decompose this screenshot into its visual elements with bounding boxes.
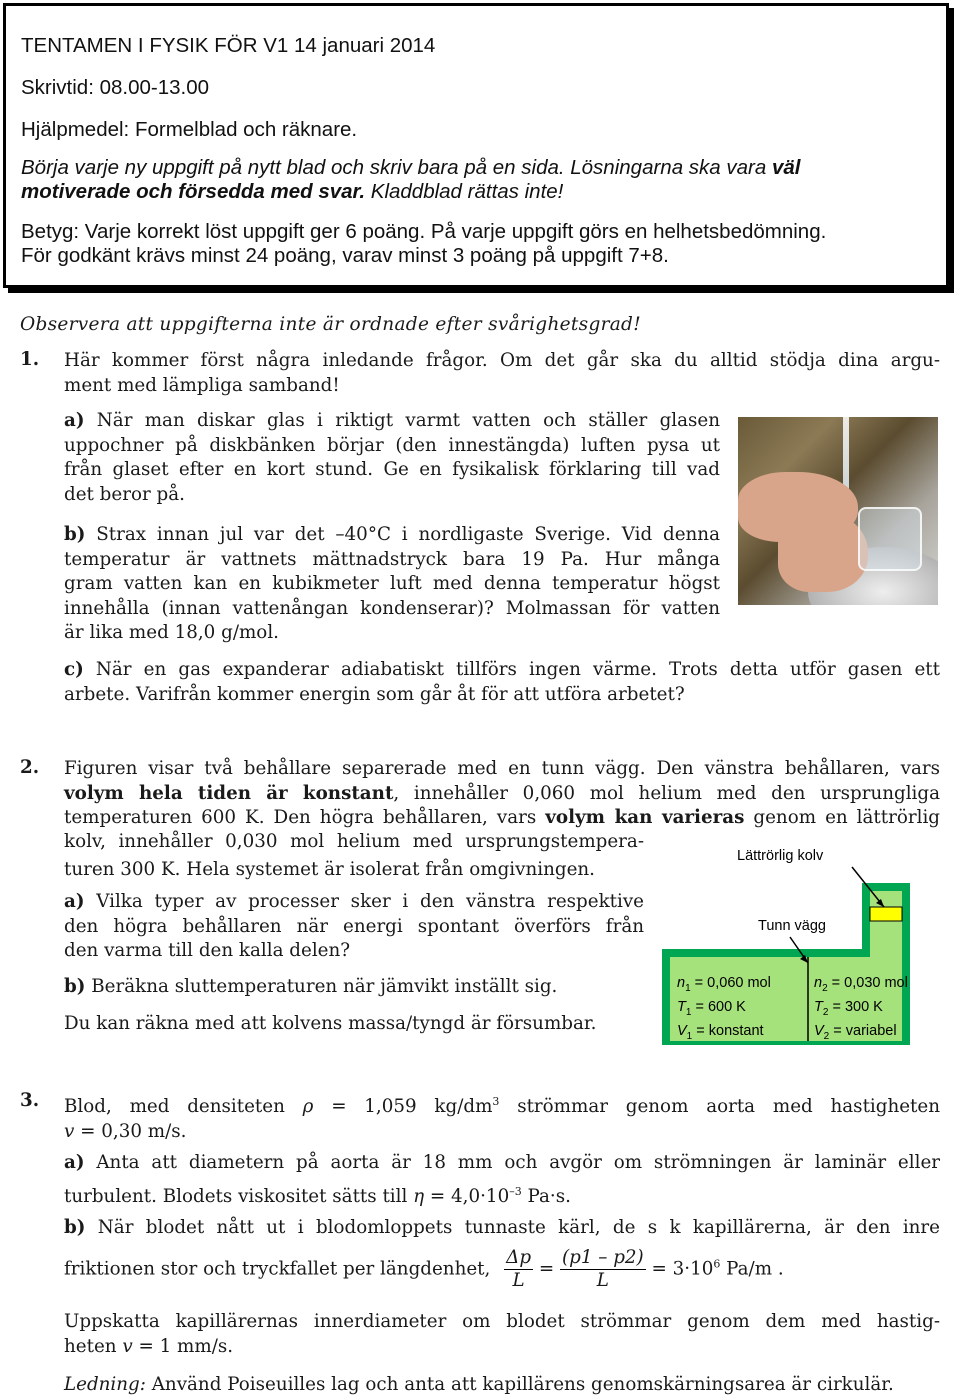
problem3-intro: Blod, med densiteten ρ = 1,059 $kg/dm^3$ strömmar genom aorta med hastigheten v = 0,30 m/s. [64,1095,940,1142]
problem3-number: 3. [20,1090,40,1111]
problem2-number: 2. [20,757,40,778]
hand-right [778,512,868,592]
exam-header-box [3,3,949,288]
problem1-part-a: a) När man diskar glas i riktigt varmt vatten och ställer glasen uppochner på diskbänken börjar (den innestängda) luften pysa ut från glaset efter en kort stund. Ge en fysikalisk förklaring till vad det beror på. [64,410,721,505]
piston-label: Lättrörlig kolv [737,848,824,864]
pressure-diff-fraction: $\frac{(p1 - p2)}{L}$ [562,1247,644,1291]
grading-line2: För godkänt krävs minst 24 poäng, varav minst 3 poäng på uppgift 7+8. [21,244,669,267]
container-diagram [640,845,940,1050]
difficulty-note: Observera att uppgifterna inte är ordnade efter svårighetsgrad! [20,314,641,335]
problem3-part-a: a) Anta att diametern på aorta är 18 mm och avgör om strömningen är laminär eller turbulent. Blodets viskositet sätts till $\eta = 4,0\cdot 10^{-3}$ Pa·s. [64,1152,941,1207]
problem1-number: 1. [20,349,40,370]
problem3-part-b: b) När blodet nått ut i blodomloppets tunnaste kärl, de s k kapillärerna, är den inre [64,1217,940,1238]
problem3-estimate: Uppskatta kapillärernas innerdiameter om blodet strömmar genom dem med hastig- heten v = 1 mm/s. [64,1311,940,1357]
dishwashing-photo [738,417,938,605]
problem3-pressure-gradient: friktionen stor och tryckfallet per längdenhet, $\frac{\Delta p}{L}$ = $\frac{(p1 - p2)}{L}$ = $3\cdot 10^6$ Pa/m . [64,1247,784,1291]
writing-time: Skrivtid: 08.00-13.00 [21,76,210,99]
piston [870,907,902,921]
exam-title: TENTAMEN I FYSIK FÖR V1 14 januari 2014 [21,34,436,57]
problem1-part-c: c) När en gas expanderar adiabatiskt tillförs ingen värme. Trots detta utför gasen ett arbete. Varifrån kommer energin som går åt för att utföra arbetet? [64,659,941,705]
problem2-part-b: b) Beräkna sluttemperaturen när jämvikt inställt sig. [64,976,558,997]
problem2-intro: Figuren visar två behållare separerade med en tunn vägg. Den vänstra behållaren, vars volym hela tiden är konstant, innehåller 0,060 mol helium med den ursprungliga temperaturen 600 K. Den högra behållaren, vars volym kan varieras genom en lättrörlig [64,758,941,828]
right-container-values: $n_2 = 0,030$ mol $T_2 = 300$ K $V_2$ = variabel [814,975,908,1042]
problem2-mass-note: Du kan räkna med att kolvens massa/tyngd är försumbar. [64,1013,597,1034]
problem1-part-b: b) Strax innan jul var det –40°C i nordligaste Sverige. Vid denna temperatur är vattnets mättnadstryck bara 19 Pa. Hur många gram vatten kan en kubikmeter luft med denna temperatur högst innehålla (innan vattenångan kondenserar)? Molmassan för vatten är lika med 18,0 g/mol. [64,524,720,643]
wall-label: Tunn vägg [758,918,826,934]
problem2-intro-cont: kolv, innehåller 0,030 mol helium med ursprungstempera- turen 300 K. Hela systemet är isolerat från omgivningen. [64,831,644,880]
problem3-hint: Ledning: Använd Poiseuilles lag och anta att kapillärens genomskärningsarea är cirkulär. [64,1374,894,1395]
problem2-part-a: a) Vilka typer av processer sker i den vänstra respektive den högra behållaren när energi spontant överförs från den varma till den kalla delen? [64,891,644,961]
delta-p-fraction: $\frac{\Delta p}{L}$ [506,1247,532,1291]
glass [858,507,922,571]
instructions-line2: motiverade och försedda med svar. Kladdblad rättas inte! [21,180,564,203]
instructions-line1: Börja varje ny uppgift på nytt blad och skriv bara på en sida. Lösningarna ska vara väl [21,156,801,179]
problem1-intro: Här kommer först några inledande frågor. Om det går ska du alltid stödja dina argu- ment med lämpliga samband! [64,350,940,396]
left-container-values: $n_1 = 0,060$ mol $T_1 = 600$ K $V_1$ = konstant [677,975,771,1042]
allowed-aids: Hjälpmedel: Formelblad och räknare. [21,118,358,141]
grading-line1: Betyg: Varje korrekt löst uppgift ger 6 poäng. På varje uppgift görs en helhetsbedömning. [21,220,827,243]
